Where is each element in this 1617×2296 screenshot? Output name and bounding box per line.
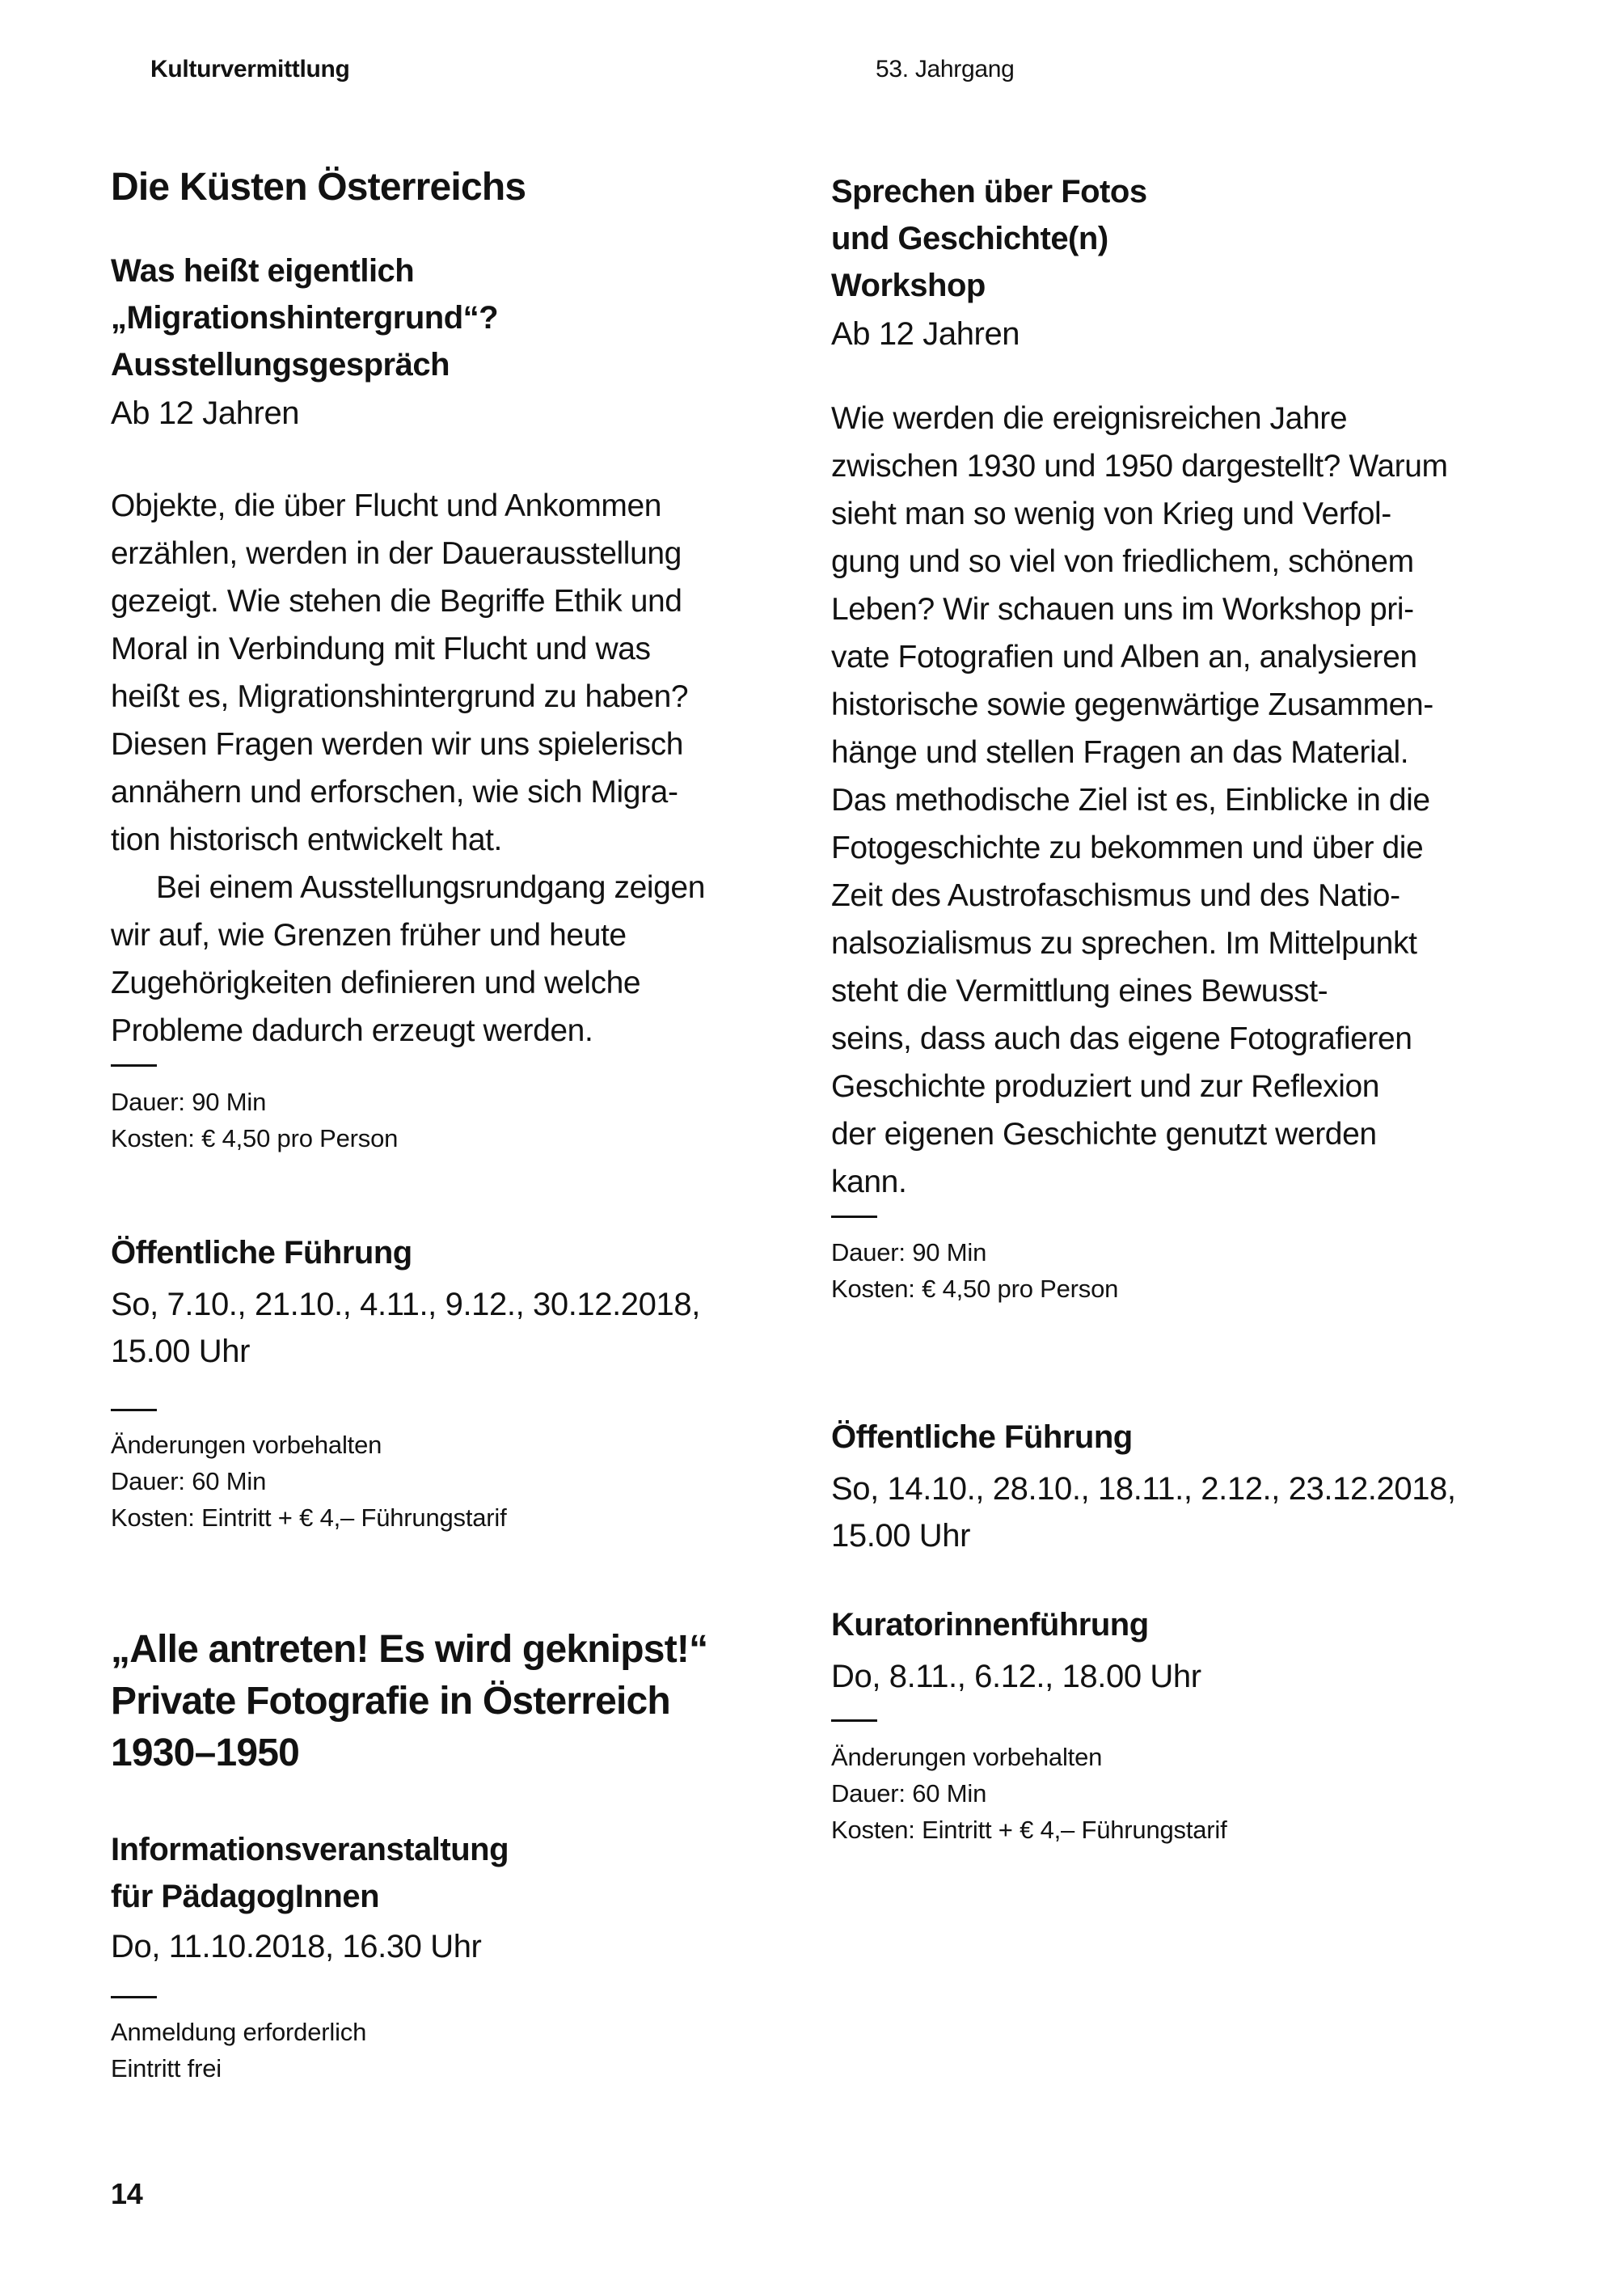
event3-curator-tour-details: Änderungen vorbehalten Dauer: 60 Min Kosten: Eintritt + € 4,– Führungstarif <box>831 1743 1227 1844</box>
event1-title: Die Küsten Österreichs <box>111 166 526 209</box>
event1-age-note: Ab 12 Jahren <box>111 395 300 431</box>
divider-rule <box>111 1409 157 1411</box>
event1-subtitle: Was heißt eigentlich „Migrationshintergrund“? Ausstellungsgespräch <box>111 253 499 383</box>
divider-rule <box>831 1719 877 1722</box>
event1-details: Dauer: 90 Min Kosten: € 4,50 pro Person <box>111 1088 399 1152</box>
event1-public-tour-heading: Öffentliche Führung <box>111 1235 412 1271</box>
divider-rule <box>111 1064 157 1067</box>
event2-details: Anmeldung erforderlich Eintritt frei <box>111 2018 367 2082</box>
event1-description-paragraph-1: Objekte, die über Flucht und Ankommen erzählen, werden in der Dauerausstellung gezeigt. Wie stehen die Begriffe Ethik und Moral in Verbindung mit Flucht und was heißt es, Migrationshintergrund zu haben? Diesen Fragen werden wir uns spielerisch annähern und erforschen, wie sich Migra- tion historisch entwickelt hat. <box>111 488 689 857</box>
event1-description-paragraph-2: Bei einem Ausstellungsrundgang zeigen wir auf, wie Grenzen früher und heute Zugehörigkeiten definieren und welche Probleme dadurch erzeugt werden. <box>111 870 706 1048</box>
event3-public-tour-dates: So, 14.10., 28.10., 18.11., 2.12., 23.12.2018, 15.00 Uhr <box>831 1471 1456 1554</box>
page-number: 14 <box>111 2177 143 2210</box>
event3-age-note: Ab 12 Jahren <box>831 316 1020 352</box>
event3-details: Dauer: 90 Min Kosten: € 4,50 pro Person <box>831 1238 1119 1303</box>
event2-info-heading: Informationsveranstaltung für PädagogInnen <box>111 1832 509 1914</box>
event2-title: „Alle antreten! Es wird geknipst!“ Private Fotografie in Österreich 1930–1950 <box>111 1628 708 1774</box>
divider-rule <box>831 1216 877 1218</box>
header-section-label: Kulturvermittlung <box>150 56 350 82</box>
divider-rule <box>111 1996 157 1998</box>
event3-curator-tour-date: Do, 8.11., 6.12., 18.00 Uhr <box>831 1659 1201 1694</box>
event3-description: Wie werden die ereignisreichen Jahre zwischen 1930 und 1950 dargestellt? Warum sieht man so wenig von Krieg und Verfol- gung und so viel von friedlichem, schönem Leben? Wir schauen uns im Workshop pri- vate Fotografien und Alben an, analysieren historische sowie gegenwärtige Zusammen- hänge und stellen Fragen an das Material. Das methodische Ziel ist es, Einblicke in die Fotogeschichte zu bekommen und über die Zeit des Austrofaschismus und des Natio- nalsozialismus zu sprechen. Im Mittelpunkt steht die Vermittlung eines Bewusst- seins, dass auch das eigene Fotografieren Geschichte produziert und zur Reflexion der eigenen Geschichte genutzt werden kann. <box>831 401 1448 1199</box>
event1-public-tour-dates: So, 7.10., 21.10., 4.11., 9.12., 30.12.2018, 15.00 Uhr <box>111 1287 700 1369</box>
event3-subtitle: Sprechen über Fotos und Geschichte(n) Workshop <box>831 174 1147 303</box>
event1-public-tour-details: Änderungen vorbehalten Dauer: 60 Min Kosten: Eintritt + € 4,– Führungstarif <box>111 1431 507 1532</box>
event2-info-date: Do, 11.10.2018, 16.30 Uhr <box>111 1929 482 1964</box>
event3-curator-tour-heading: Kuratorinnenführung <box>831 1607 1149 1643</box>
header-volume-label: 53. Jahrgang <box>876 56 1015 82</box>
event3-public-tour-heading: Öffentliche Führung <box>831 1419 1133 1455</box>
